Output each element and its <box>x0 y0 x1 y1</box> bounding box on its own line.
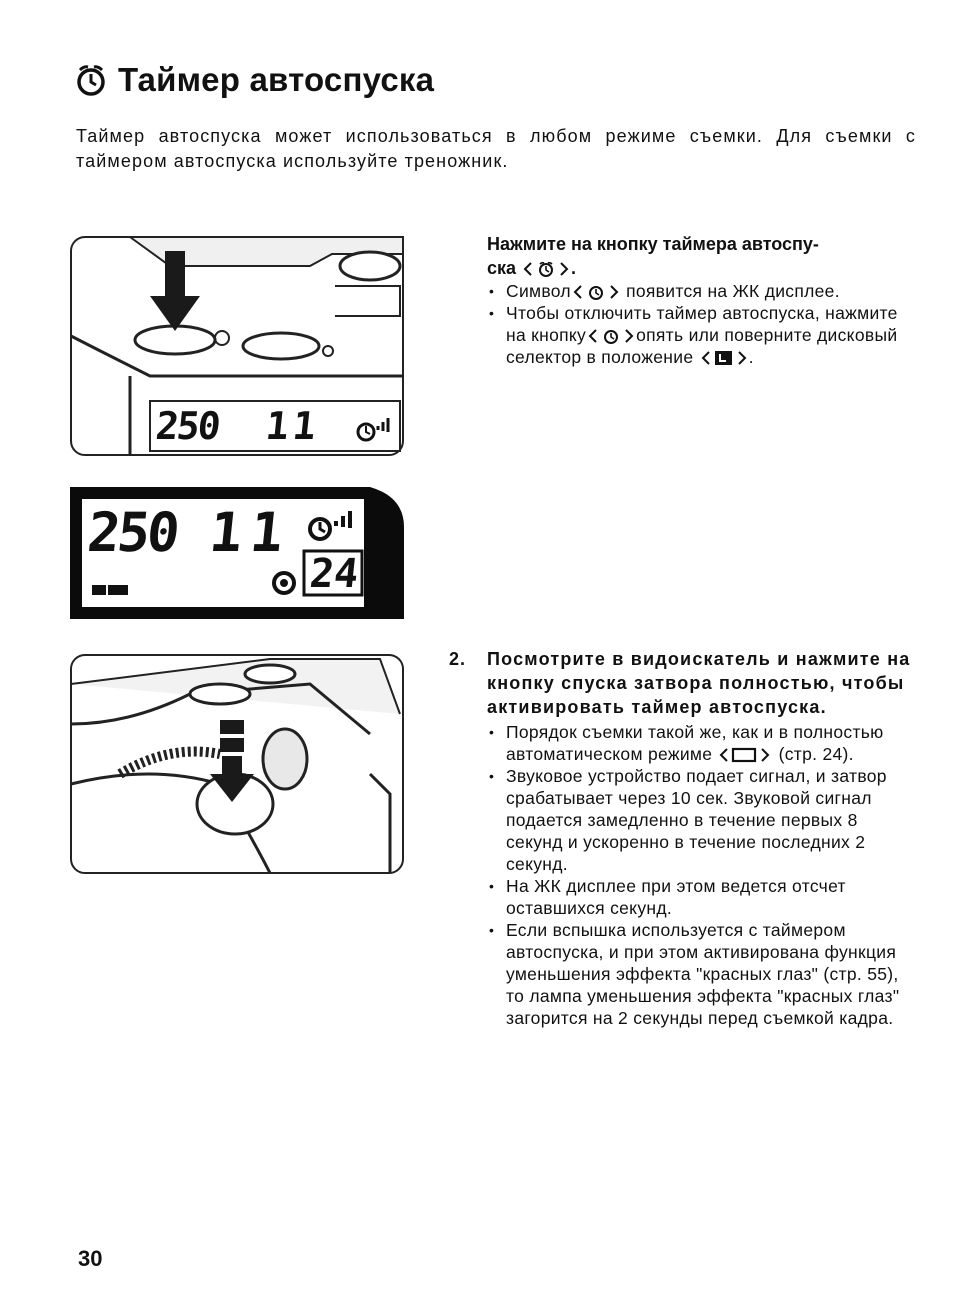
self-timer-symbol-icon <box>573 283 619 301</box>
step-1-heading-end: . <box>571 258 577 278</box>
step-2-number: 2. <box>449 649 467 669</box>
self-timer-icon <box>74 63 108 97</box>
shutter-button-illustration <box>70 654 404 874</box>
lcd-shutter-small: 250 <box>153 404 221 448</box>
list-item: • Звуковое устройство подает сигнал, и затвор срабатывает через 10 сек. Звуковой сигнал подается замедленно в течение первых 8 секунд и ускоренно в течение последних 2 секунд. <box>487 765 917 875</box>
list-item: • На ЖК дисплее при этом ведется отсчет оставшихся секунд. <box>487 875 917 919</box>
page-number: 30 <box>78 1246 103 1271</box>
full-auto-mode-icon <box>719 746 771 764</box>
step-1-heading-line2: ска <box>487 258 517 278</box>
intro-paragraph: Таймер автоспуска может использоваться в любом режиме съемки. Для съемки с таймером автоспуска используйте треножник. <box>76 126 916 171</box>
step-1 <box>487 232 907 368</box>
page-title <box>74 56 434 104</box>
step-1-heading-line1: Нажмите на кнопку таймера автоспу- <box>487 234 819 254</box>
lcd-self-timer-icon <box>306 505 358 545</box>
page-title-text: Таймер автоспуска <box>118 61 435 98</box>
step-1-bullets <box>487 280 907 368</box>
list-item: • Чтобы отключить таймер автоспуска, нажмите на кнопку опять или поверните дисковый селектор в положение . <box>487 302 907 368</box>
step-2 <box>449 647 919 1029</box>
step-2-bullets <box>487 721 917 1029</box>
lcd-shutter: 250 <box>84 501 180 564</box>
lcd-countdown: 24 <box>307 551 361 597</box>
lcd-self-timer-icon-small <box>354 414 394 444</box>
self-timer-symbol-icon <box>588 327 634 345</box>
lcd-panel-illustration <box>70 487 404 619</box>
camera-top-illustration <box>70 236 404 456</box>
list-item: • Порядок съемки такой же, как и в полностью автоматическом режиме (стр. 24). <box>487 721 917 765</box>
step-2-heading: Посмотрите в видоискатель и нажмите на кнопку спуска затвора полностью, чтобы активировать таймер автоспуска. <box>487 649 911 717</box>
self-timer-symbol-icon <box>523 260 569 278</box>
single-shot-mode-icon <box>701 349 747 367</box>
lcd-aperture-small: 11 <box>263 404 323 448</box>
list-item: • Если вспышка используется с таймером автоспуска, и при этом активирована функция уменьшения эффекта "красных глаз" (стр. 55), то лампа уменьшения эффекта "красных глаз" загорится на 2 секунды перед съемкой кадра. <box>487 919 917 1029</box>
list-item: • Символ появится на ЖК дисплее. <box>487 280 907 302</box>
lcd-aperture: 11 <box>206 501 295 564</box>
step-1-heading <box>487 232 907 280</box>
